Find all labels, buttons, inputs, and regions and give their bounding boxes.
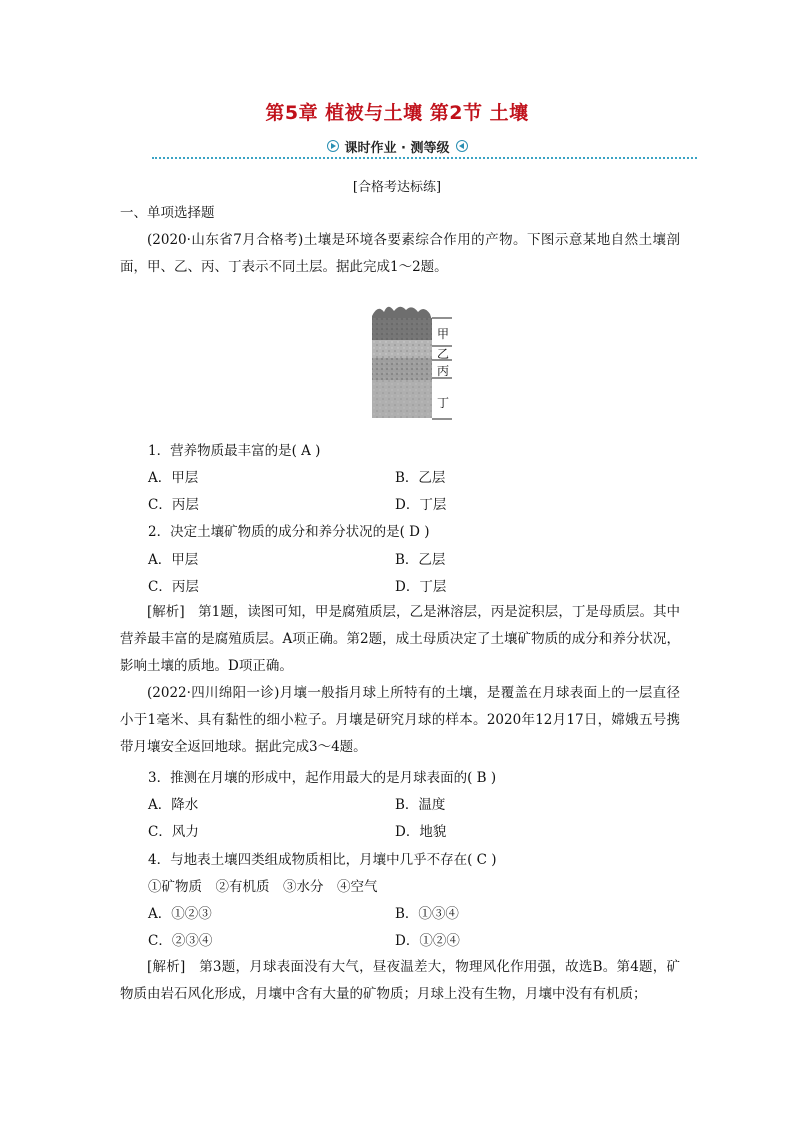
q4-option-d: D．①②④ <box>395 933 460 949</box>
q4-option-a: A．①②③ <box>148 906 212 922</box>
q4-option-c: C．②③④ <box>148 933 213 949</box>
question-2-stem: 2．决定土壤矿物质的成分和养分状况的是( D ) <box>148 524 430 540</box>
analysis-paragraph-2: [解析] 第3题，月球表面没有大气，昼夜温差大，物理风化作用强，故选B。第4题，矿物质由岩石风化形成，月壤中含有大量的矿物质；月球上没有生物，月壤中没有有机质； <box>120 959 680 1002</box>
play-left-icon <box>456 140 468 152</box>
q1-option-a: A．甲层 <box>148 470 199 486</box>
question-3-stem: 3．推测在月壤的形成中，起作用最大的是月球表面的( B ) <box>148 770 497 786</box>
layer-yi <box>372 340 432 358</box>
q2-option-b: B．乙层 <box>395 552 446 568</box>
soil-profile-figure <box>370 302 452 422</box>
label-yi: 乙 <box>437 347 450 361</box>
banner-box <box>319 136 476 156</box>
q3-option-d: D．地貌 <box>395 824 447 840</box>
q3-option-b: B．温度 <box>395 797 446 813</box>
banner-dotted-line <box>152 157 697 159</box>
banner <box>0 136 794 156</box>
part-one-heading: 一、单项选择题 <box>120 205 215 221</box>
analysis-paragraph-1: [解析] 第1题，读图可知，甲是腐殖质层，乙是淋溶层，丙是淀积层，丁是母质层。其中营养最丰富的是腐殖质层。A项正确。第2题，成土母质决定了土壤矿物质的成分和养分状况，影响土壤的质地。D项正确。 <box>120 604 680 674</box>
q2-option-c: C．丙层 <box>148 579 199 595</box>
label-jia: 甲 <box>437 327 450 341</box>
q1-option-b: B．乙层 <box>395 470 446 486</box>
q3-option-a: A．降水 <box>148 797 199 813</box>
q3-option-c: C．风力 <box>148 824 199 840</box>
layer-bing <box>372 358 432 380</box>
q2-option-a: A．甲层 <box>148 552 199 568</box>
q1-option-c: C．丙层 <box>148 497 199 513</box>
label-ding: 丁 <box>437 396 450 410</box>
intro-paragraph-1: (2020·山东省7月合格考)土壤是环境各要素综合作用的产物。下图示意某地自然土壤剖面，甲、乙、丙、丁表示不同土层。据此完成1～2题。 <box>120 232 680 275</box>
question-4-items: ①矿物质 ②有机质 ③水分 ④空气 <box>148 879 378 895</box>
label-bing: 丙 <box>437 364 450 378</box>
play-right-icon <box>327 140 339 152</box>
question-1-stem: 1．营养物质最丰富的是( A ) <box>148 443 321 459</box>
intro-paragraph-2: (2022·四川绵阳一诊)月壤一般指月球上所特有的土壤，是覆盖在月球表面上的一层直径小于1毫米、具有黏性的细小粒子。月壤是研究月球的样本。2020年12月17日，嫦娥五号携带月壤安全返回地球。据此完成3～4题。 <box>120 685 680 755</box>
q2-option-d: D．丁层 <box>395 579 447 595</box>
banner-label: 课时作业 · 测等级 <box>344 140 450 156</box>
page-title: 第5章 植被与土壤 第2节 土壤 <box>265 102 529 124</box>
q1-option-d: D．丁层 <box>395 497 447 513</box>
q4-option-b: B．①③④ <box>395 906 459 922</box>
question-4-stem: 4．与地表土壤四类组成物质相比，月壤中几乎不存在( C ) <box>148 852 497 868</box>
section-heading: [合格考达标练] <box>352 180 442 195</box>
